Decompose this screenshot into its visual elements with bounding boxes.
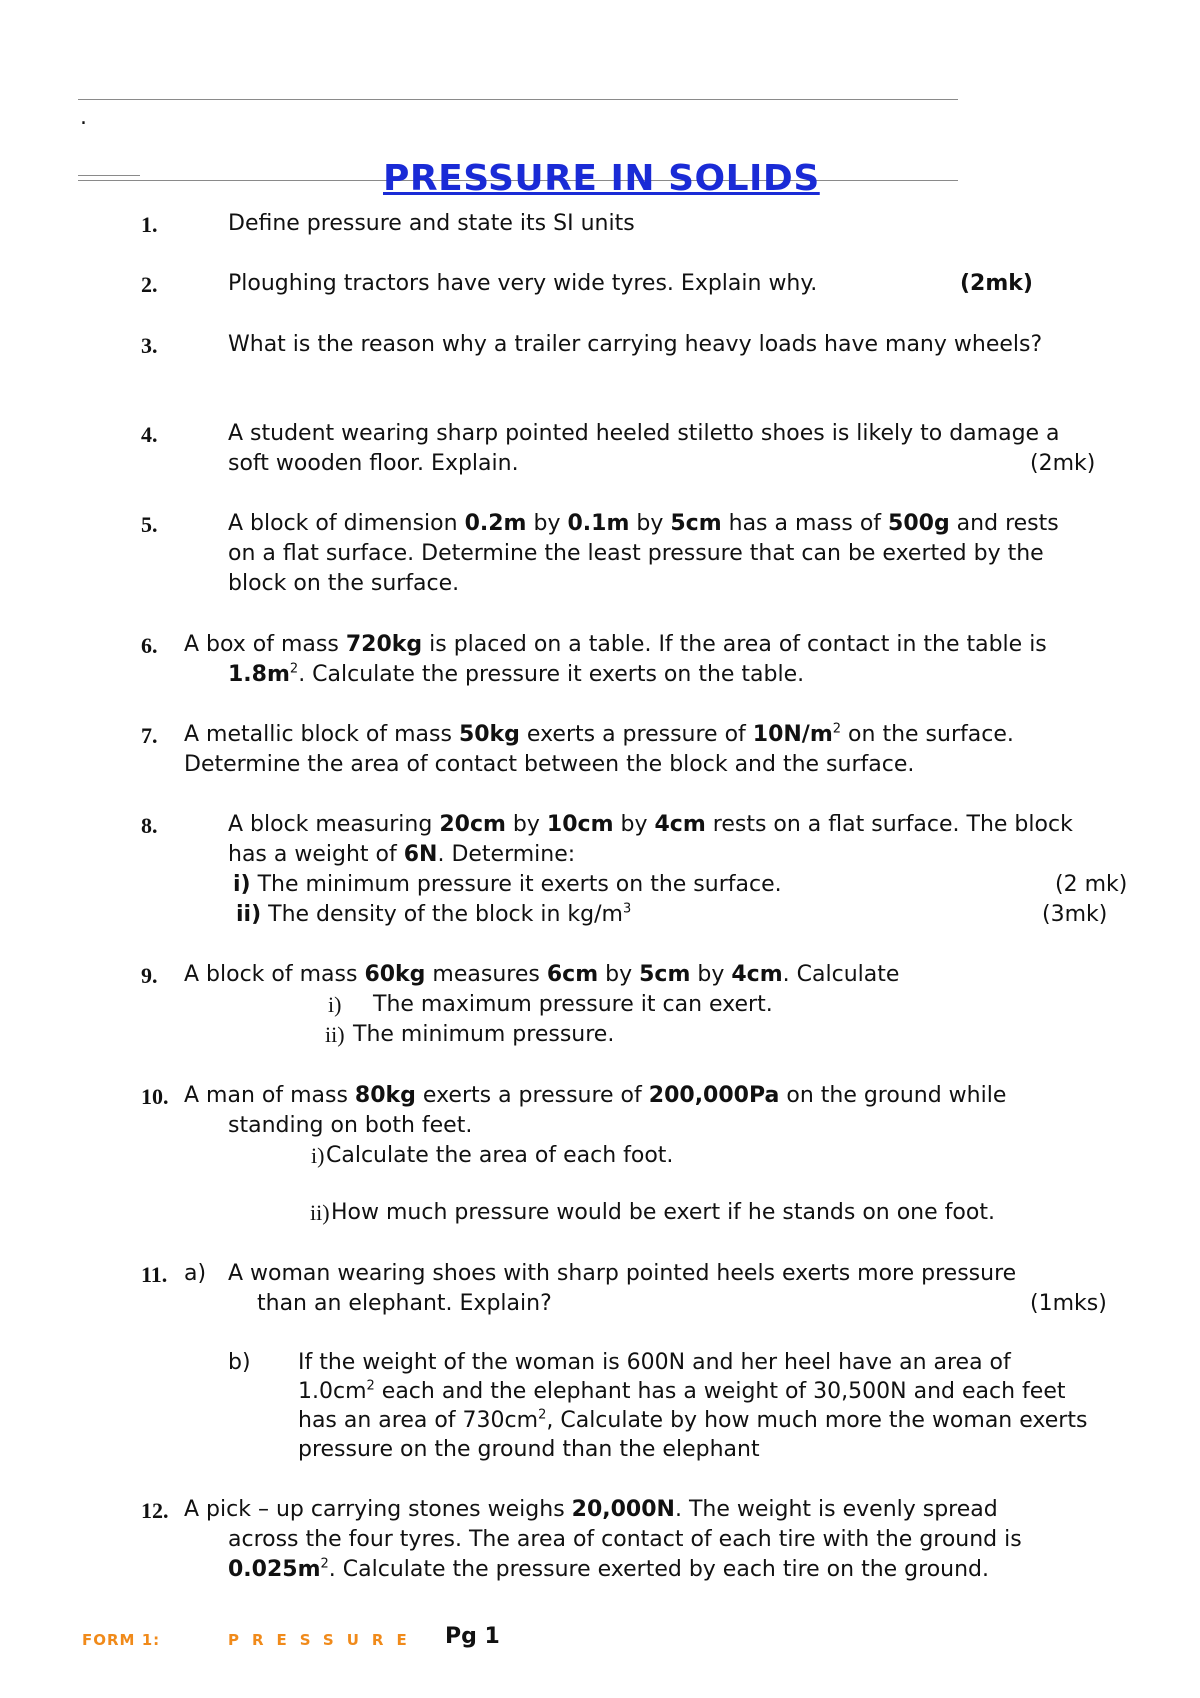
q10-part-ii-label: ii) bbox=[310, 1200, 330, 1225]
q9-part-i-label: i) bbox=[328, 992, 342, 1017]
header-rule-top bbox=[78, 99, 958, 100]
q4-line2: soft wooden floor. Explain. bbox=[228, 451, 519, 476]
q12-line1: A pick – up carrying stones weighs 20,000N. The weight is evenly spread bbox=[184, 1497, 998, 1522]
q4-line1: A student wearing sharp pointed heeled stiletto shoes is likely to damage a bbox=[228, 421, 1060, 446]
q9-part-ii-label: ii) bbox=[325, 1022, 345, 1047]
q8-number: 8. bbox=[141, 813, 158, 838]
q5-number: 5. bbox=[141, 512, 158, 537]
q8-part-ii-marks: (3mk) bbox=[1042, 902, 1108, 927]
footer-subject: PRESSURE bbox=[228, 1631, 420, 1649]
q6-line1: A box of mass 720kg is placed on a table. If the area of contact in the table is bbox=[184, 632, 1047, 657]
q6-number: 6. bbox=[141, 633, 158, 658]
q3-number: 3. bbox=[141, 333, 158, 358]
q9-part-ii-text: The minimum pressure. bbox=[353, 1022, 615, 1047]
header-dot: . bbox=[80, 105, 87, 130]
q2-text: Ploughing tractors have very wide tyres. Explain why. bbox=[228, 271, 818, 296]
q4-number: 4. bbox=[141, 422, 158, 447]
q12-number: 12. bbox=[141, 1498, 169, 1523]
q9-number: 9. bbox=[141, 963, 158, 988]
q4-marks: (2mk) bbox=[1030, 451, 1096, 476]
q1-text: Define pressure and state its SI units bbox=[228, 211, 635, 236]
header-rule-short bbox=[78, 175, 140, 176]
page-title: PRESSURE IN SOLIDS bbox=[383, 158, 820, 199]
q11-part-b-line3: has an area of $730cm^2$, Calculate by how much more the woman exerts bbox=[298, 1407, 1088, 1433]
q8-line1: A block measuring 20cm by 10cm by 4cm rests on a flat surface. The block bbox=[228, 812, 1073, 837]
q7-line2: Determine the area of contact between the block and the surface. bbox=[184, 752, 915, 777]
q5-line2: on a flat surface. Determine the least pressure that can be exerted by the bbox=[228, 541, 1044, 566]
q5-line3: block on the surface. bbox=[228, 571, 460, 596]
q10-part-i-text: Calculate the area of each foot. bbox=[326, 1143, 674, 1168]
footer-page-number: Pg 1 bbox=[445, 1624, 500, 1649]
q2-number: 2. bbox=[141, 272, 158, 297]
q9-line1: A block of mass 60kg measures 6cm by 5cm by 4cm. Calculate bbox=[184, 962, 900, 987]
footer-form-label: FORM 1: bbox=[82, 1631, 161, 1649]
q10-part-ii-text: How much pressure would be exert if he stands on one foot. bbox=[331, 1200, 995, 1225]
q10-number: 10. bbox=[141, 1084, 169, 1109]
q8-part-ii: ii) The density of the block in $kg/m^3$ bbox=[236, 901, 632, 927]
q8-part-i: i) The minimum pressure it exerts on the surface. bbox=[233, 872, 782, 897]
q6-line2: $1.8m^2$. Calculate the pressure it exerts on the table. bbox=[228, 661, 805, 687]
q3-text: What is the reason why a trailer carrying heavy loads have many wheels? bbox=[228, 332, 1043, 357]
q7-number: 7. bbox=[141, 723, 158, 748]
q11-part-b-label: b) bbox=[228, 1350, 251, 1375]
q11-part-a-label: a) bbox=[184, 1261, 207, 1286]
q1-number: 1. bbox=[141, 212, 158, 237]
q9-part-i-text: The maximum pressure it can exert. bbox=[373, 992, 773, 1017]
q11-part-a-marks: (1mks) bbox=[1030, 1291, 1107, 1316]
q11-part-b-line2: $1.0cm^2$ each and the elephant has a weight of 30,500N and each feet bbox=[298, 1378, 1066, 1404]
q11-part-b-line1: If the weight of the woman is 600N and her heel have an area of bbox=[298, 1350, 1011, 1375]
q8-line2: has a weight of 6N. Determine: bbox=[228, 842, 576, 867]
q12-line2: across the four tyres. The area of contact of each tire with the ground is bbox=[228, 1527, 1022, 1552]
q7-line1: A metallic block of mass 50kg exerts a pressure of $10N/m^2$ on the surface. bbox=[184, 721, 1014, 747]
q5-line1: A block of dimension 0.2m by 0.1m by 5cm has a mass of 500g and rests bbox=[228, 511, 1059, 536]
q10-part-i-label: i) bbox=[311, 1143, 325, 1168]
q8-part-i-marks: (2 mk) bbox=[1055, 872, 1128, 897]
q12-line3: $0.025m^2$. Calculate the pressure exerted by each tire on the ground. bbox=[228, 1556, 990, 1582]
q10-line1: A man of mass 80kg exerts a pressure of 200,000Pa on the ground while bbox=[184, 1083, 1007, 1108]
q11-part-b-line4: pressure on the ground than the elephant bbox=[298, 1437, 760, 1462]
q11-part-a-line2: than an elephant. Explain? bbox=[257, 1291, 552, 1316]
q2-marks: (2mk) bbox=[960, 271, 1033, 296]
q11-number: 11. bbox=[141, 1262, 168, 1287]
q11-part-a-line1: A woman wearing shoes with sharp pointed heels exerts more pressure bbox=[228, 1261, 1017, 1286]
q10-line2: standing on both feet. bbox=[228, 1113, 473, 1138]
